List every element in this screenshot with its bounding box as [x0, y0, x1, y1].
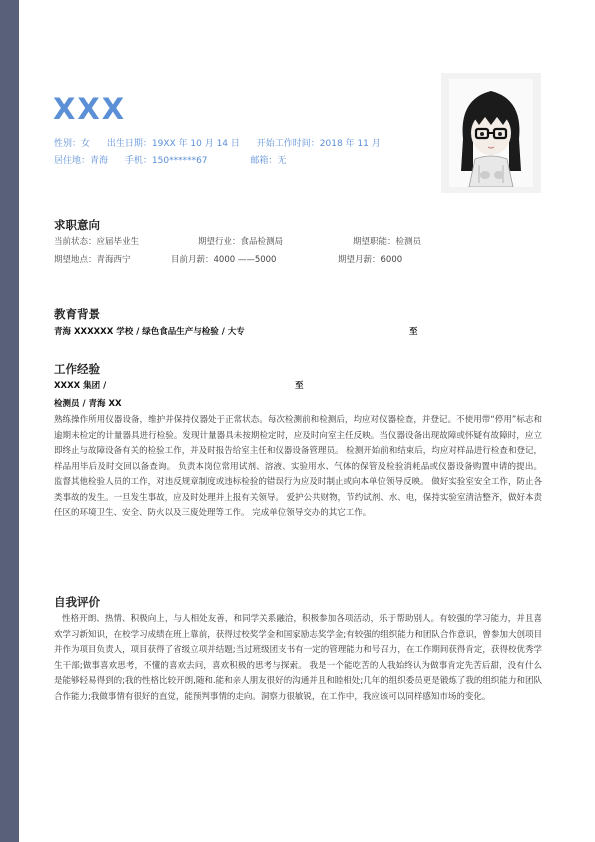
email: 邮箱：无	[250, 156, 287, 166]
left-accent-bar	[0, 0, 19, 842]
current-salary: 目前月薪：4000 ——5000	[171, 255, 277, 265]
self-evaluation-text: 性格开朗、热情、积极向上，与人相处友善，和同学关系融洽，积极参加各项活动，乐于帮助别人。有较强的学习能力，并且喜欢学习新知识，在校学习成绩在班上靠前，获得过校奖学金和国家励志奖学金;有较强的组织能力和团队合作意识，曾参加大创项目并作为项目负责人，项目获得了省级立项并结题;当过班级团支书有一定的管理能力和号召力，在工作期间获得肯定，获得校优秀学生干部;做事喜欢思考，不懂的喜欢去问，喜欢积极的思考与探索。 我是一个能吃苦的人我始终认为做事肯定先苦后甜，没有什么是能够轻易得到的;我的性格比较开朗,随和.能和亲人朋友很好的沟通并且和睦相处;几年的组织委员更是锻炼了我的组织能力和团队合作能力;我做事情有很好的直觉，能预判事情的走向。洞察力很敏锐，在工作中，我应该可以同样感知市场的变化。	[54, 614, 542, 702]
expected-industry: 期望行业：食品检测局	[198, 237, 284, 247]
work-date-separator: 至	[295, 381, 304, 391]
expected-salary: 期望月薪：6000	[338, 255, 403, 265]
section-title-self-eval: 自我评价	[54, 595, 100, 609]
section-title-work: 工作经验	[54, 362, 100, 376]
profile-photo	[441, 73, 541, 193]
work-company: XXXX 集团 /	[54, 381, 107, 391]
work-start-date: 开始工作时间：2018 年 11 月	[256, 139, 381, 149]
section-title-job-intent: 求职意向	[54, 218, 100, 232]
current-status: 当前状态：应届毕业生	[54, 237, 140, 247]
birthdate: 出生日期：19XX 年 10 月 14 日	[106, 139, 240, 149]
phone: 手机：150******67	[124, 156, 208, 166]
personal-info-row-1	[54, 138, 395, 150]
expected-location: 期望地点：青海西宁	[54, 255, 131, 265]
residence: 居住地：青海	[54, 156, 109, 166]
section-title-education: 教育背景	[54, 307, 100, 321]
candidate-name: XXX	[53, 92, 127, 126]
education-date-separator: 至	[409, 327, 418, 337]
expected-position: 期望职能：检测员	[353, 237, 422, 247]
work-description: 熟练操作所用仪器设备，维护并保持仪器处于正常状态。每次检测前和检测后，均应对仪器检查，并登记。不使用带“停用”标志和逾期未检定的计量器具进行检验。发现计量器具未按期检定时，应及时向室主任反映。当仪器设备出现故障或怀疑有故障时，应立即终止与故障设备有关的检验工作，并及时报告给室主任和仪器设备管理员。 检测开始前和结束后，均应对样品进行检查和登记，样品用毕后及时交回以备查询。 负责本岗位常用试剂、溶液、实验用水、气体的保管及检验消耗品或仪器设备购置申请的提出。 监督其他检验人员的工作，对违反规章制度或违标检验的错误行为应及时制止或向本单位领导反映。 做好实验室安全工作，防止各类事故的发生。一旦发生事故，应及时处理并上报有关领导。 爱护公共财物，节约试剂、水、电，保持实验室清洁整齐，做好本责任区的环境卫生、安全、防火以及三废处理等工作。 完成单位领导交办的其它工作。	[54, 415, 542, 518]
avatar-illustration	[449, 79, 533, 187]
work-role: 检测员 / 青海 XX	[54, 399, 122, 409]
personal-info-row-2	[54, 155, 300, 167]
education-entry: 青海 XXXXXX 学校 / 绿色食品生产与检验 / 大专	[54, 327, 245, 337]
gender: 性别：女	[54, 139, 91, 149]
